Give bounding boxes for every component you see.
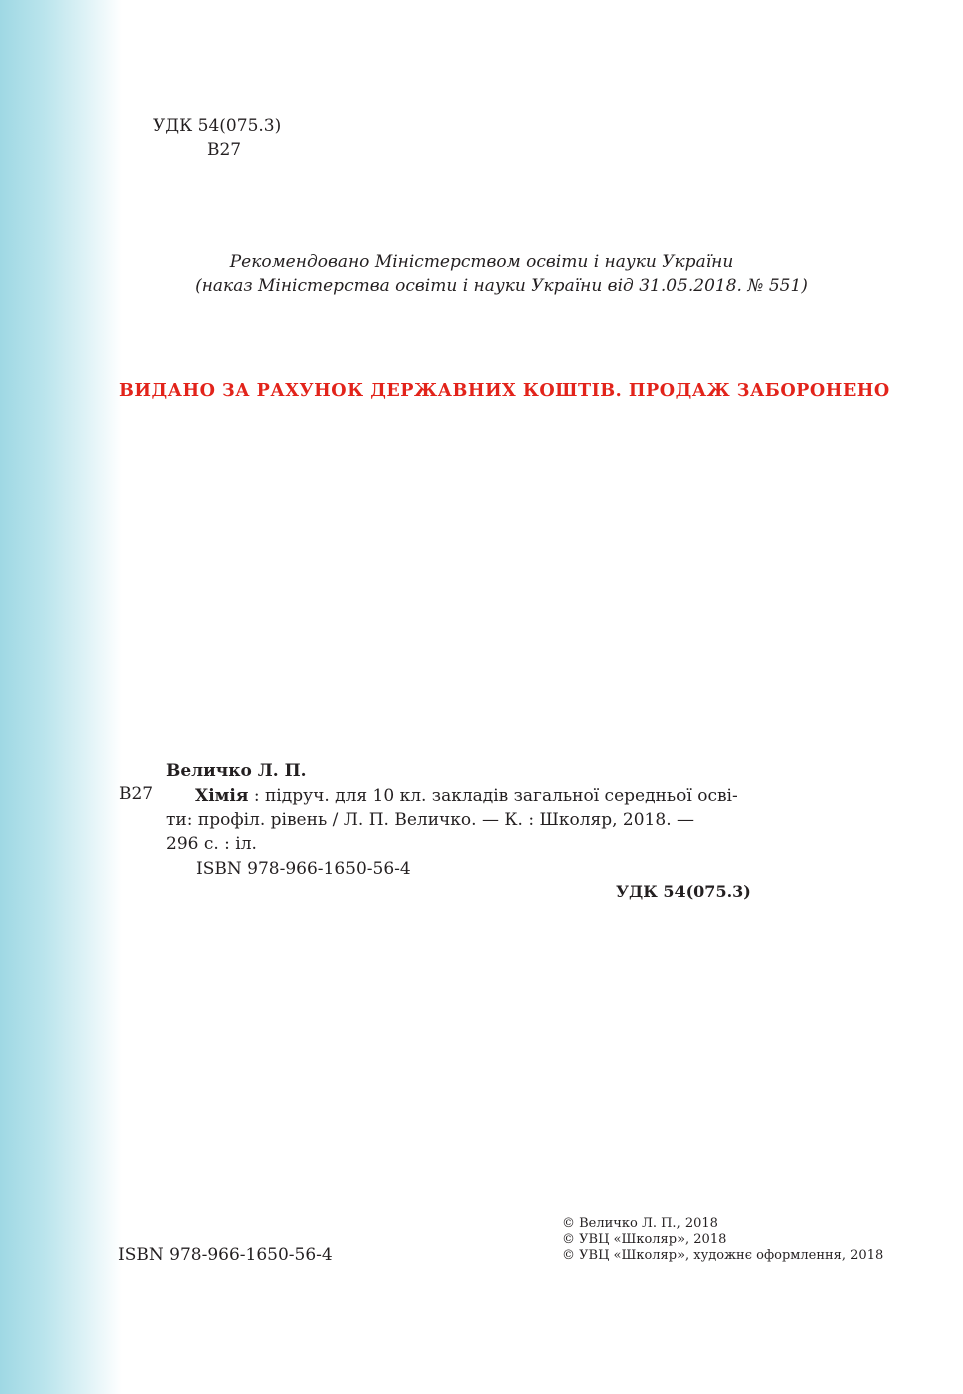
recommendation — [0, 250, 963, 298]
side-gradient-band — [0, 0, 122, 1394]
bib-line-2: ти: профіл. рівень / Л. П. Величко. — К. : Школяр, 2018. — — [166, 810, 694, 830]
copyright-block — [562, 1216, 883, 1264]
state-funded-notice: ВИДАНО ЗА РАХУНОК ДЕРЖАВНИХ КОШТІВ. ПРОДАЖ ЗАБОРОНЕНО — [119, 380, 890, 401]
udk-code: УДК 54(075.3) — [153, 116, 282, 136]
bib-udk: УДК 54(075.3) — [616, 882, 751, 901]
bib-classmark: В27 — [119, 784, 154, 804]
copyright-line: © УВЦ «Школяр», художнє оформлення, 2018 — [562, 1248, 884, 1263]
recommendation-line-2: (наказ Міністерства освіти і науки України від 31.05.2018. № 551) — [195, 276, 808, 296]
bib-description — [166, 784, 786, 856]
footer-isbn: ISBN 978-966-1650-56-4 — [118, 1245, 333, 1265]
bib-line-1 — [166, 784, 786, 808]
udk-block — [153, 114, 281, 162]
bib-line-3: 296 с. : іл. — [166, 834, 257, 854]
bib-line-1-rest: : підруч. для 10 кл. закладів загальної середньої осві- — [248, 786, 738, 806]
bib-isbn: ISBN 978-966-1650-56-4 — [196, 859, 411, 879]
bib-title: Хімія — [195, 786, 249, 806]
bib-author: Величко Л. П. — [166, 761, 307, 781]
copyright-line: © УВЦ «Школяр», 2018 — [562, 1232, 727, 1247]
copyright-line: © Величко Л. П., 2018 — [562, 1216, 718, 1231]
recommendation-line-1: Рекомендовано Міністерством освіти і науки України — [229, 252, 734, 272]
author-code: В27 — [207, 140, 242, 160]
